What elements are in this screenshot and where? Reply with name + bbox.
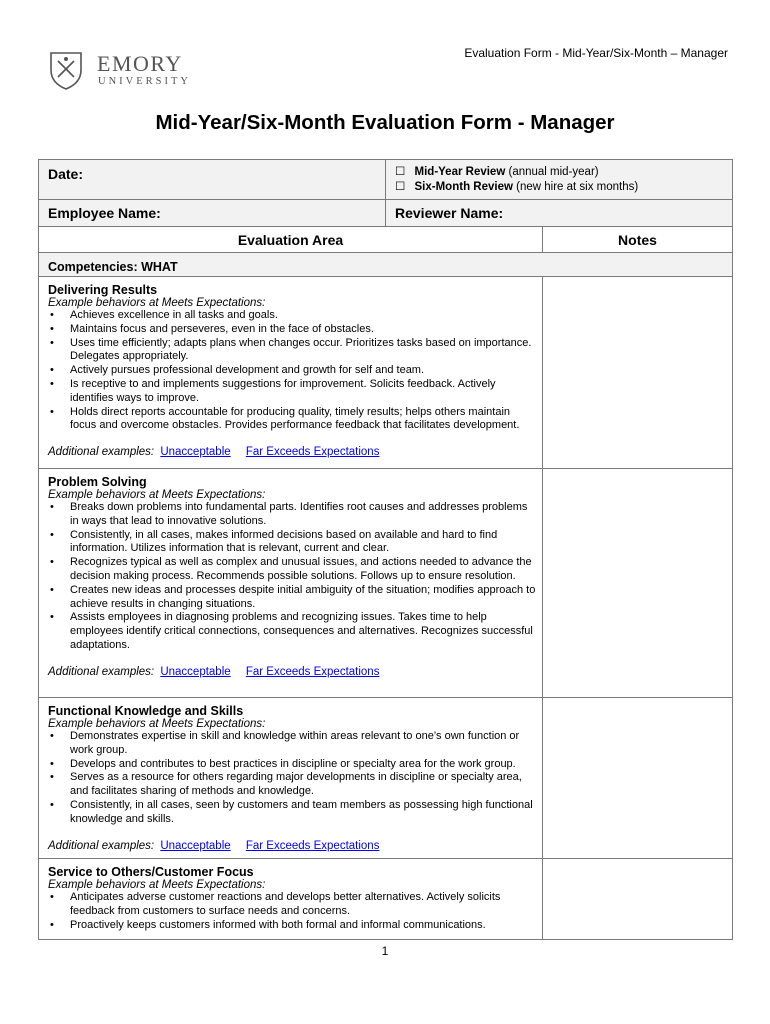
section-delivering-results — [39, 277, 732, 469]
far-exceeds-link[interactable]: Far Exceeds Expectations — [245, 446, 380, 459]
list-item: • Maintains focus and perseveres, even in the face of obstacles. — [48, 323, 536, 337]
behavior-list — [48, 730, 536, 827]
mid-year-review-label: Mid-Year Review — [414, 166, 506, 178]
list-item: • Actively pursues professional development and growth for self and team. — [48, 364, 536, 378]
competencies-label: Competencies: WHAT — [48, 260, 178, 274]
page-number: 1 — [381, 944, 389, 958]
shield-icon — [49, 50, 83, 90]
page-title: Mid-Year/Six-Month Evaluation Form - Manager — [155, 111, 615, 134]
list-item: • Anticipates adverse customer reactions and develops better alternatives. Actively solicits feedback from customers to surface needs and concerns. — [48, 891, 536, 919]
review-type-options — [386, 160, 732, 199]
checkbox-icon[interactable]: ☐ — [395, 166, 406, 178]
list-item: • Breaks down problems into fundamental parts. Identifies root causes and addresses problems in ways that lead to innovative solutions. — [48, 501, 536, 529]
far-exceeds-link[interactable]: Far Exceeds Expectations — [245, 839, 380, 852]
list-item: • Demonstrates expertise in skill and knowledge within areas relevant to one’s own function or work group. — [48, 730, 536, 758]
behavior-list — [48, 309, 536, 433]
checkbox-icon[interactable]: ☐ — [395, 181, 406, 193]
additional-examples — [48, 666, 536, 678]
emory-logo — [49, 50, 194, 90]
notes-cell[interactable] — [543, 277, 732, 468]
logo-name: EMORY — [97, 51, 183, 76]
section-title: Problem Solving — [48, 475, 147, 489]
mid-year-review-note: (annual mid-year) — [508, 166, 599, 178]
list-item: • Achieves excellence in all tasks and goals. — [48, 309, 536, 323]
notes-header: Notes — [618, 232, 657, 248]
list-item: • Assists employees in diagnosing problems and recognizing issues. Takes time to help employees identify critical connections, consequences and alternatives. Recognizes successful adaptations. — [48, 611, 536, 652]
additional-examples-label: Additional examples: — [48, 446, 155, 459]
date-review-row — [39, 160, 732, 200]
example-intro: Example behaviors at Meets Expectations: — [48, 879, 266, 891]
list-item: • Creates new ideas and processes despite initial ambiguity of the situation; modifies approach to achieve results in changing situations. — [48, 584, 536, 612]
competencies-row — [39, 253, 732, 277]
reviewer-name-label: Reviewer Name: — [395, 205, 504, 221]
evaluation-form — [38, 159, 733, 940]
list-item: • Is receptive to and implements suggestions for improvement. Solicits feedback. Actively identifies ways to improve. — [48, 378, 536, 406]
additional-examples-label: Additional examples: — [48, 665, 155, 678]
example-intro: Example behaviors at Meets Expectations: — [48, 489, 266, 501]
six-month-review-note: (new hire at six months) — [516, 181, 639, 193]
behavior-list — [48, 891, 536, 932]
notes-cell[interactable] — [543, 859, 732, 939]
six-month-review-label: Six-Month Review — [414, 181, 513, 193]
section-title: Functional Knowledge and Skills — [48, 704, 244, 718]
far-exceeds-link[interactable]: Far Exceeds Expectations — [245, 665, 380, 678]
names-row — [39, 200, 732, 227]
list-item: • Consistently, in all cases, makes informed decisions based on available and hard to find information. Utilizes information that is relevant, current and clear. — [48, 529, 536, 557]
section-problem-solving — [39, 469, 732, 698]
column-header-row — [39, 227, 732, 253]
example-intro: Example behaviors at Meets Expectations: — [48, 718, 266, 730]
example-intro: Example behaviors at Meets Expectations: — [48, 297, 266, 309]
notes-cell[interactable] — [543, 469, 732, 697]
list-item: • Proactively keeps customers informed with both formal and informal communications. — [48, 919, 536, 933]
date-label: Date: — [48, 166, 84, 182]
section-customer-focus — [39, 859, 732, 940]
employee-name-label: Employee Name: — [48, 205, 161, 221]
section-title: Delivering Results — [48, 283, 158, 297]
additional-examples-label: Additional examples: — [48, 839, 155, 852]
notes-cell[interactable] — [543, 698, 732, 858]
unacceptable-link[interactable]: Unacceptable — [160, 839, 231, 852]
evaluation-area-header: Evaluation Area — [237, 232, 344, 248]
list-item: • Serves as a resource for others regarding major developments in discipline or specialty area, and facilitates sharing of methods and knowledge. — [48, 771, 536, 799]
mid-year-review-option[interactable] — [395, 165, 732, 180]
additional-examples — [48, 840, 536, 852]
list-item: • Uses time efficiently; adapts plans when changes occur. Prioritizes tasks based on importance. Delegates appropriately. — [48, 337, 536, 365]
section-title: Service to Others/Customer Focus — [48, 865, 254, 879]
additional-examples — [48, 446, 536, 458]
unacceptable-link[interactable]: Unacceptable — [160, 446, 231, 459]
unacceptable-link[interactable]: Unacceptable — [160, 665, 231, 678]
section-functional-knowledge — [39, 698, 732, 859]
list-item: • Holds direct reports accountable for producing quality, timely results; helps others maintain focus and overcome obstacles. Provides performance feedback that facilitates development. — [48, 406, 536, 434]
logo-subtitle: UNIVERSITY — [98, 76, 191, 87]
document-header-label: Evaluation Form - Mid-Year/Six-Month – Manager — [464, 46, 728, 60]
six-month-review-option[interactable] — [395, 180, 732, 195]
list-item: • Develops and contributes to best practices in discipline or specialty area for the work group. — [48, 758, 536, 772]
behavior-list — [48, 501, 536, 653]
list-item: • Consistently, in all cases, seen by customers and team members as possessing high functional knowledge and skills. — [48, 799, 536, 827]
list-item: • Recognizes typical as well as complex and unusual issues, and actions needed to advance the decision making process. Recommends possible solutions. Follows up to ensure resolution. — [48, 556, 536, 584]
